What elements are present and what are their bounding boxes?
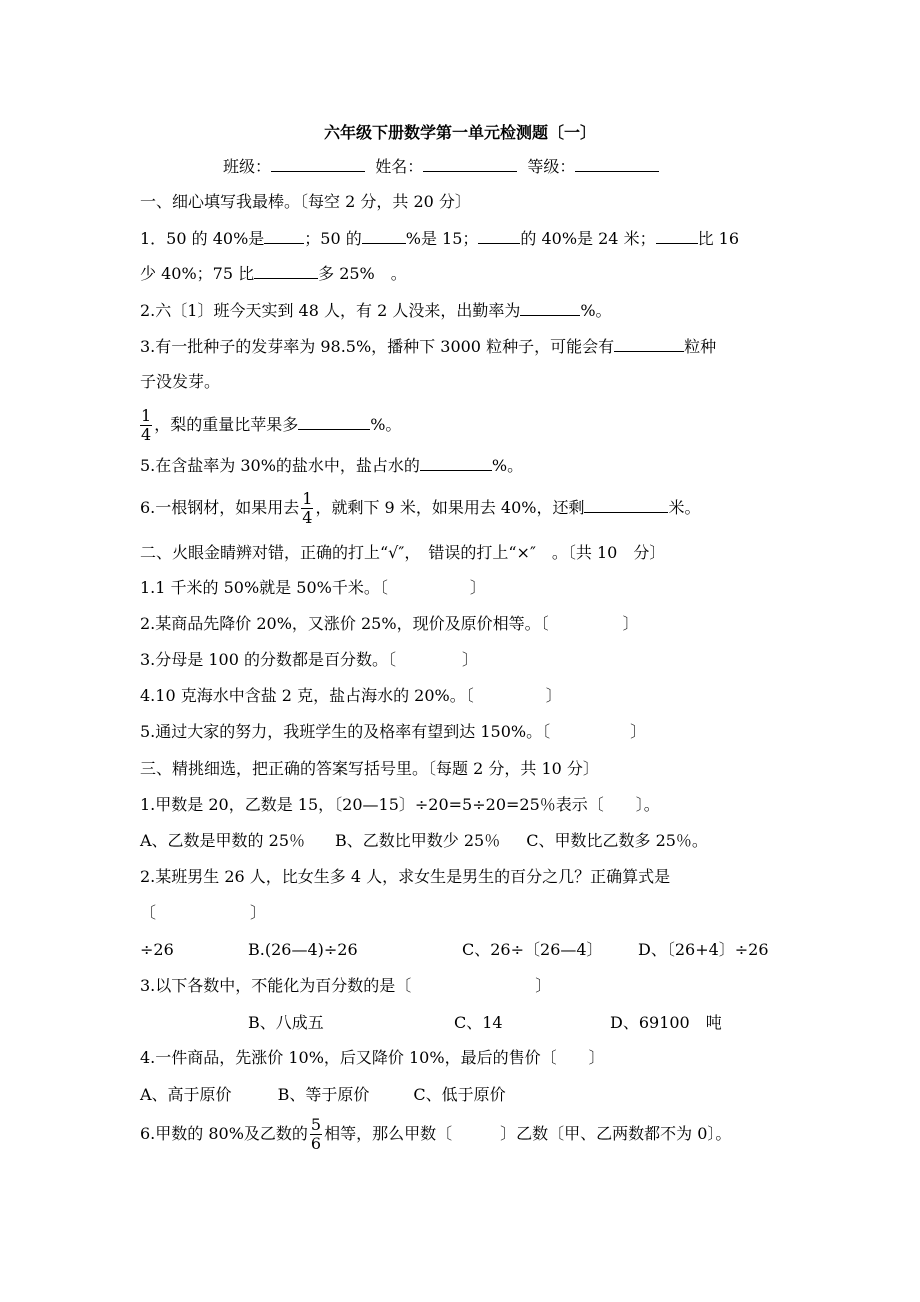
paren-close: 〕 xyxy=(630,722,647,741)
paren-close: 〕 xyxy=(535,976,552,995)
s3-question-1: 1.甲数是 20，乙数是 15，〔20—15〕÷20=5÷20=25％表示〔 〕。 xyxy=(140,795,660,814)
q-text: 的 40%是 24 米； xyxy=(520,229,656,248)
name-label: 姓名： xyxy=(375,157,424,176)
q-text: 5.在含盐率为 30%的盐水中，盐占水的 xyxy=(140,456,420,475)
s3-question-4-options xyxy=(140,1085,506,1105)
q-text: 3.分母是 100 的分数都是百分数。〔 xyxy=(140,650,396,669)
class-blank[interactable] xyxy=(271,157,365,172)
paren-open: 〔 xyxy=(140,903,157,922)
option-b[interactable]: B、乙数比甲数少 25％ xyxy=(335,831,501,850)
s1-question-6 xyxy=(140,485,701,531)
grade-label: 等级： xyxy=(527,157,576,176)
s2-question-3 xyxy=(140,650,478,670)
numerator: 5 xyxy=(310,1115,322,1134)
paren-close: 〕 xyxy=(250,903,267,922)
q-text: 米。 xyxy=(668,498,701,517)
denominator: 4 xyxy=(141,425,152,444)
q-text: 1.1 千米的 50%就是 50%千米。〔 xyxy=(140,578,388,597)
answer-blank[interactable] xyxy=(478,229,520,244)
section-3-heading: 三、精挑细选，把正确的答案写括号里。〔每题 2 分，共 10 分〕 xyxy=(140,759,599,778)
q-text: 多 25% 。 xyxy=(318,264,407,283)
s2-question-4 xyxy=(140,686,562,706)
s3-question-1-options xyxy=(140,831,708,851)
q-text: 2.六〔1〕班今天实到 48 人，有 2 人没来，出勤率为 xyxy=(140,301,521,320)
s1-question-1-cont xyxy=(140,264,407,284)
q-text: 4.10 克海水中含盐 2 克，盐占海水的 20%。〔 xyxy=(140,686,474,705)
s3-q2-option-c[interactable]: C、26÷〔26—4〕 xyxy=(462,940,603,959)
q-text: 3.以下各数中，不能化为百分数的是〔 xyxy=(140,976,412,995)
denominator: 6 xyxy=(310,1134,322,1153)
paren-close: 〕 xyxy=(545,686,562,705)
answer-blank[interactable] xyxy=(254,264,318,279)
section-2-heading: 二、火眼金睛辨对错，正确的打上“√″， 错误的打上“×″ 。〔共 10 分〕 xyxy=(140,543,666,562)
s2-question-5 xyxy=(140,722,646,742)
answer-blank[interactable] xyxy=(362,229,406,244)
page-title: 六年级下册数学第一单元检测题〔一〕 xyxy=(323,123,596,142)
q-text: ，梨的重量比苹果多 xyxy=(154,415,299,434)
q-text: 少 40%；75 比 xyxy=(140,264,255,283)
class-label: 班级： xyxy=(223,157,272,176)
q-text: ，就剩下 9 米，如果用去 40%，还剩 xyxy=(315,498,585,517)
q-text: 5.通过大家的努力，我班学生的及格率有望到达 150%。〔 xyxy=(140,722,551,741)
s3-q2-option-b[interactable]: B.(26—4)÷26 xyxy=(248,940,358,959)
numerator: 1 xyxy=(141,406,152,425)
s1-question-3 xyxy=(140,337,716,357)
paren-close: 〕 xyxy=(469,578,486,597)
q-text: 6.一根钢材，如果用去 xyxy=(140,498,300,517)
s3-question-4: 4.一件商品，先涨价 10%，后又降价 10%，最后的售价〔 〕 xyxy=(140,1048,605,1067)
fraction xyxy=(301,490,313,527)
option-c[interactable]: C、低于原价 xyxy=(413,1085,506,1104)
q-text: 粒种 xyxy=(684,337,717,356)
answer-blank[interactable] xyxy=(298,415,370,430)
q-text: %。 xyxy=(491,456,524,475)
s1-question-3-cont: 子没发芽。 xyxy=(140,372,221,391)
option-a[interactable]: A、乙数是甲数的 25％ xyxy=(140,831,306,850)
grade-blank[interactable] xyxy=(575,157,659,172)
s2-question-2 xyxy=(140,614,639,634)
s3-question-2-options xyxy=(140,940,174,960)
fraction xyxy=(310,1116,322,1153)
student-info-line xyxy=(223,157,659,177)
q-text: 比 16 xyxy=(697,229,740,248)
answer-blank[interactable] xyxy=(520,301,580,316)
answer-blank[interactable] xyxy=(264,229,304,244)
section-1-heading: 一、细心填写我最棒。〔每空 2 分，共 20 分〕 xyxy=(140,192,471,211)
option-a[interactable]: A、高于原价 xyxy=(140,1085,232,1104)
s3-question-6 xyxy=(140,1111,731,1157)
s1-question-1 xyxy=(140,229,739,249)
s3-q3-option-b[interactable]: B、八成五 xyxy=(248,1013,324,1032)
s1-question-2 xyxy=(140,301,612,321)
option-b[interactable]: B、等于原价 xyxy=(277,1085,370,1104)
q-text: 6.甲数的 80%及乙数的 xyxy=(140,1124,308,1143)
s3-q3-option-c[interactable]: C、14 xyxy=(454,1013,503,1032)
answer-blank[interactable] xyxy=(420,456,492,471)
s3-question-2-paren xyxy=(140,903,266,923)
q-text: 3.有一批种子的发芽率为 98.5%，播种下 3000 粒种子，可能会有 xyxy=(140,337,615,356)
q-text: 相等，那么甲数〔 〕乙数〔甲、乙两数都不为 0〕。 xyxy=(324,1124,732,1143)
s1-question-4 xyxy=(140,402,401,448)
s2-question-1 xyxy=(140,578,486,598)
s1-question-5 xyxy=(140,456,523,476)
answer-blank[interactable] xyxy=(656,229,698,244)
numerator: 1 xyxy=(302,489,313,508)
q-text: %。 xyxy=(370,415,402,434)
s3-question-3 xyxy=(140,976,551,996)
answer-blank[interactable] xyxy=(614,337,684,352)
q-text: %是 15； xyxy=(405,229,479,248)
paren-close: 〕 xyxy=(622,614,639,633)
q-text: ；50 的 xyxy=(304,229,362,248)
s3-question-2: 2.某班男生 26 人，比女生多 4 人，求女生是男生的百分之几？正确算式是 xyxy=(140,867,671,886)
name-blank[interactable] xyxy=(423,157,517,172)
q-text: 1．50 的 40%是 xyxy=(140,229,265,248)
s3-q2-option-d[interactable]: D、〔26+4〕÷26 xyxy=(638,940,769,959)
fraction xyxy=(140,407,152,444)
q-text: 2.某商品先降价 20%，又涨价 25%，现价及原价相等。〔 xyxy=(140,614,549,633)
option-a[interactable]: ÷26 xyxy=(140,940,174,959)
s3-q3-option-d[interactable]: D、69100 吨 xyxy=(610,1013,722,1032)
option-c[interactable]: C、甲数比乙数多 25％。 xyxy=(526,831,708,850)
paren-close: 〕 xyxy=(461,650,478,669)
q-text: %。 xyxy=(580,301,612,320)
answer-blank[interactable] xyxy=(584,498,668,513)
denominator: 4 xyxy=(302,508,313,527)
